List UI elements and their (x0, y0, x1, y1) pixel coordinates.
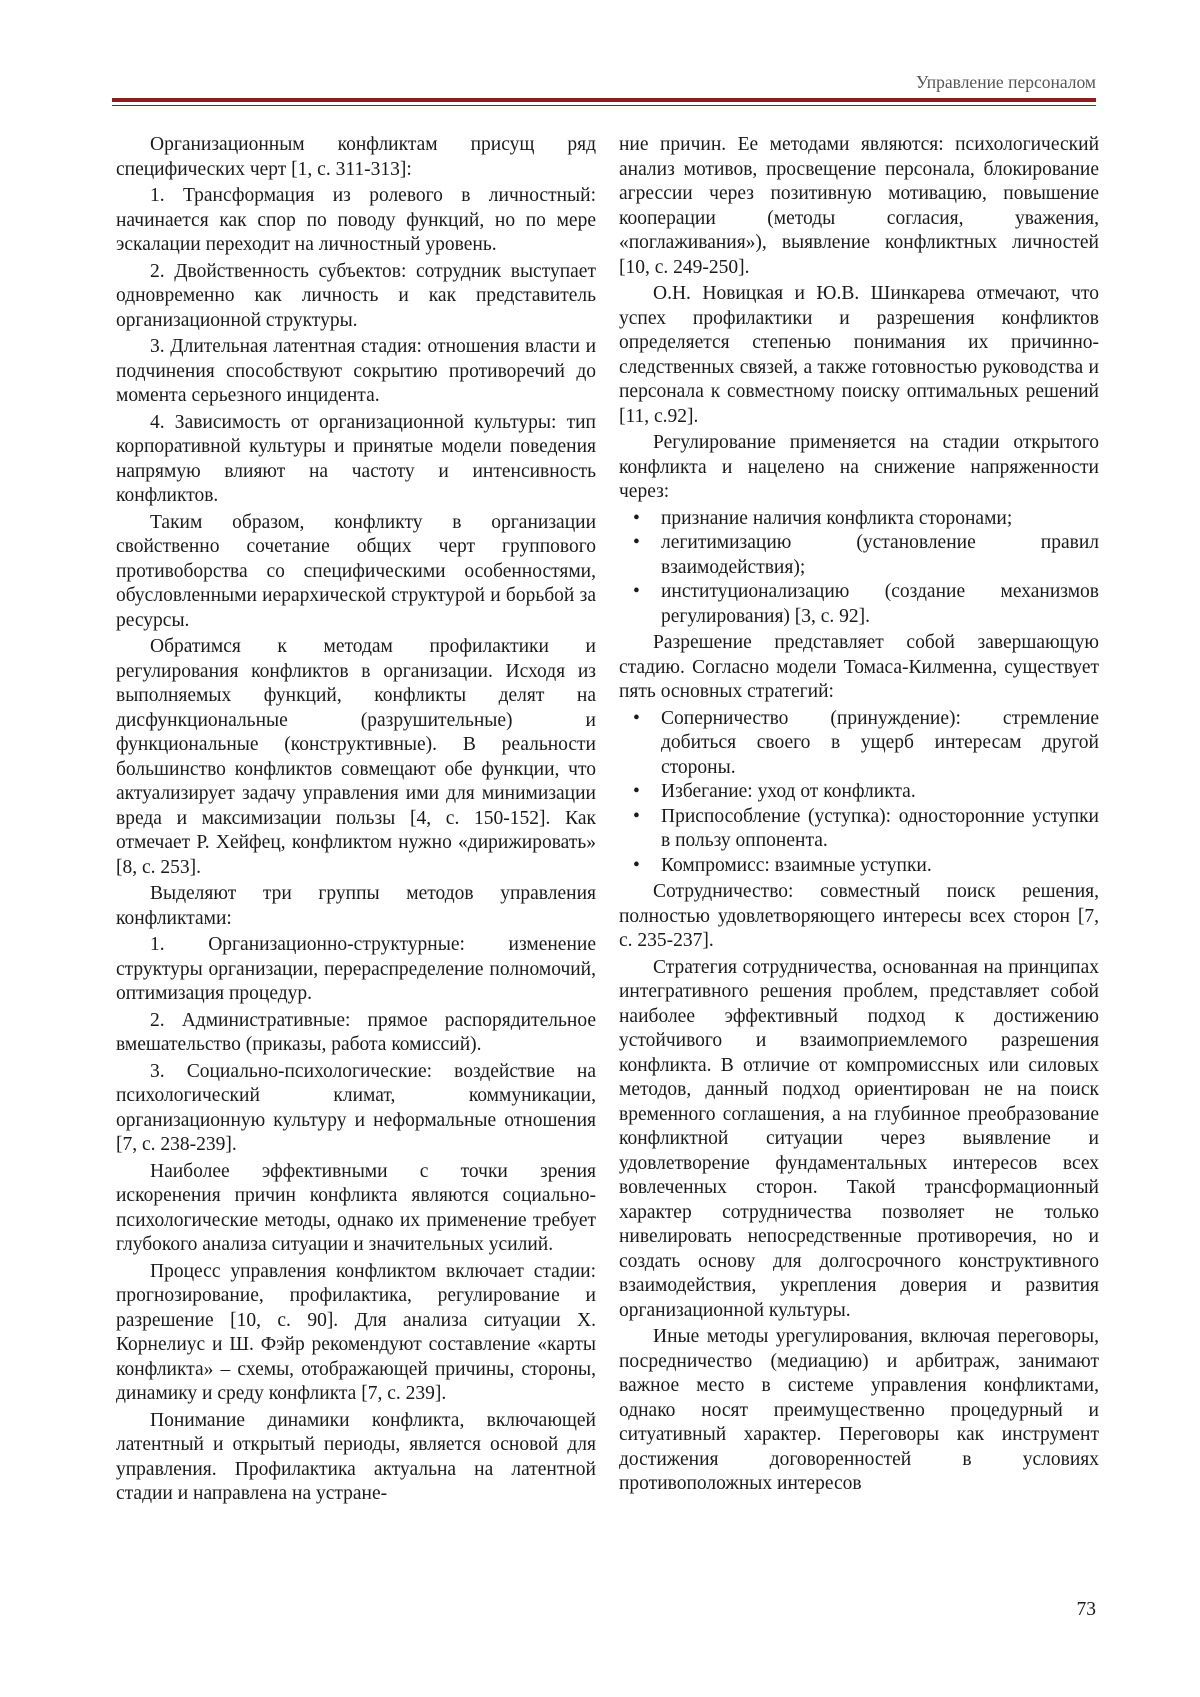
paragraph: Иные методы урегулирования, включая переговоры, посредничество (медиацию) и арбитраж, занимают важное место в системе управления конфликтами, однако носят преимущественно процедурный и ситуативный характер. Переговоры как инструмент достижения договоренностей в условиях противоположных интересов (619, 1326, 1099, 1494)
paragraph: Процесс управления конфликтом включает стадии: прогнозирование, профилактика, регулирование и разрешение [10, с. 90]. Для анализа ситуации Х. Корнелиус и Ш. Фэйр рекомендуют составление «карты конфликта» – схемы, отображающей причины, стороны, динамику и среду конфликта [7, с. 239]. (116, 1260, 596, 1404)
running-header: Управление персоналом (915, 72, 1096, 92)
paragraph: Наиболее эффективными с точки зрения искоренения причин конфликта являются социально-психологические методы, однако их применение требует глубокого анализа ситуации и значительных усилий. (116, 1160, 596, 1255)
strategies-list (619, 707, 1099, 879)
left-column (116, 133, 596, 1509)
paragraph: 3. Длительная латентная стадия: отношения власти и подчинения способствуют сокрытию противоречий до момента серьезного инцидента. (116, 336, 596, 406)
paragraph: Сотрудничество: совместный поиск решения, полностью удовлетворяющего интересы всех сторон [7, с. 235-237]. (619, 881, 1099, 951)
paragraph: 4. Зависимость от организационной культуры: тип корпоративной культуры и принятые модели поведения напрямую влияют на частоту и интенсивность конфликтов. (116, 411, 596, 506)
list-item: • институционализацию (создание механизмов регулирования) [3, с. 92]. (619, 580, 1099, 629)
paragraph: Обратимся к методам профилактики и регулирования конфликтов в организации. Исходя из выполняемых функций, конфликты делят на дисфункциональные (разрушительные) и функциональные (конструктивные). В реальности большинство конфликтов совмещают обе функции, что актуализирует задачу управления ими для минимизации вреда и максимизации пользы [4, с. 150-152]. Как отмечает Р. Хейфец, конфликтом нужно «дирижировать» [8, с. 253]. (116, 636, 596, 878)
page-number: 73 (1076, 1599, 1096, 1620)
regulation-list (619, 507, 1099, 630)
right-column (619, 133, 1099, 1499)
paragraph: 1. Организационно-структурные: изменение структуры организации, перераспределение полномочий, оптимизация процедур. (116, 934, 596, 1004)
paragraph: Понимание динамики конфликта, включающей латентный и открытый периоды, является основой для управления. Профилактика актуальна на латентной стадии и направлена на устране- (116, 1409, 596, 1504)
paragraph: 3. Социально-психологические: воздействие на психологический климат, коммуникации, организационную культуру и неформальные отношения [7, с. 238-239]. (116, 1060, 596, 1155)
list-item: • легитимизацию (установление правил взаимодействия); (619, 531, 1099, 580)
paragraph-continuation: ние причин. Ее методами являются: психологический анализ мотивов, просвещение персонала, блокирование агрессии через позитивную мотивацию, повышение кооперации (методы согласия, уважения, «поглаживания»), выявление конфликтных личностей [10, с. 249-250]. (619, 134, 1099, 278)
list-item: • Избегание: уход от конфликта. (619, 780, 1099, 805)
header-rule-thin (112, 105, 1096, 106)
paragraph: Разрешение представляет собой завершающую стадию. Согласно модели Томаса-Килменна, существует пять основных стратегий: (619, 632, 1099, 702)
paragraph: О.Н. Новицкая и Ю.В. Шинкарева отмечают, что успех профилактики и разрешения конфликтов определяется степенью понимания их причинно-следственных связей, а также готовностью руководства и персонала к совместному поиску оптимальных решений [11, с.92]. (619, 283, 1099, 427)
paragraph: Организационным конфликтам присущ ряд специфических черт [1, с. 311-313]: (116, 134, 596, 180)
paragraph: 2. Двойственность субъектов: сотрудник выступает одновременно как личность и как представитель организационной структуры. (116, 260, 596, 331)
list-item: • признание наличия конфликта сторонами; (619, 507, 1099, 532)
header-rule-thick (112, 98, 1096, 102)
paragraph: 1. Трансформация из ролевого в личностный: начинается как спор по поводу функций, но по мере эскалации переходит на личностный уровень. (116, 185, 596, 255)
list-item: • Соперничество (принуждение): стремление добиться своего в ущерб интересам другой стороны. (619, 707, 1099, 781)
paragraph: 2. Административные: прямое распорядительное вмешательство (приказы, работа комиссий). (116, 1009, 596, 1055)
paragraph: Стратегия сотрудничества, основанная на принципах интегративного решения проблем, представляет собой наиболее эффективный подход к достижению устойчивого и взаимоприемлемого разрешения конфликта. В отличие от компромиссных или силовых методов, данный подход ориентирован не на поиск временного соглашения, а на глубинное преобразование конфликтной ситуации через выявление и удовлетворение фундаментальных интересов всех вовлеченных сторон. Такой трансформационный характер сотрудничества позволяет не только нивелировать непосредственные противоречия, но и создать основу для долгосрочного конструктивного взаимодействия, укрепления доверия и развития организационной культуры. (619, 956, 1099, 1321)
paragraph: Выделяют три группы методов управления конфликтами: (116, 883, 596, 929)
paragraph: Таким образом, конфликту в организации свойственно сочетание общих черт группового противоборства со специфическими особенностями, обусловленными иерархической структурой и борьбой за ресурсы. (116, 511, 596, 631)
list-item: • Приспособление (уступка): односторонние уступки в пользу оппонента. (619, 805, 1099, 854)
paragraph: Регулирование применяется на стадии открытого конфликта и нацелено на снижение напряженности через: (619, 432, 1099, 502)
list-item: • Компромисс: взаимные уступки. (619, 854, 1099, 879)
